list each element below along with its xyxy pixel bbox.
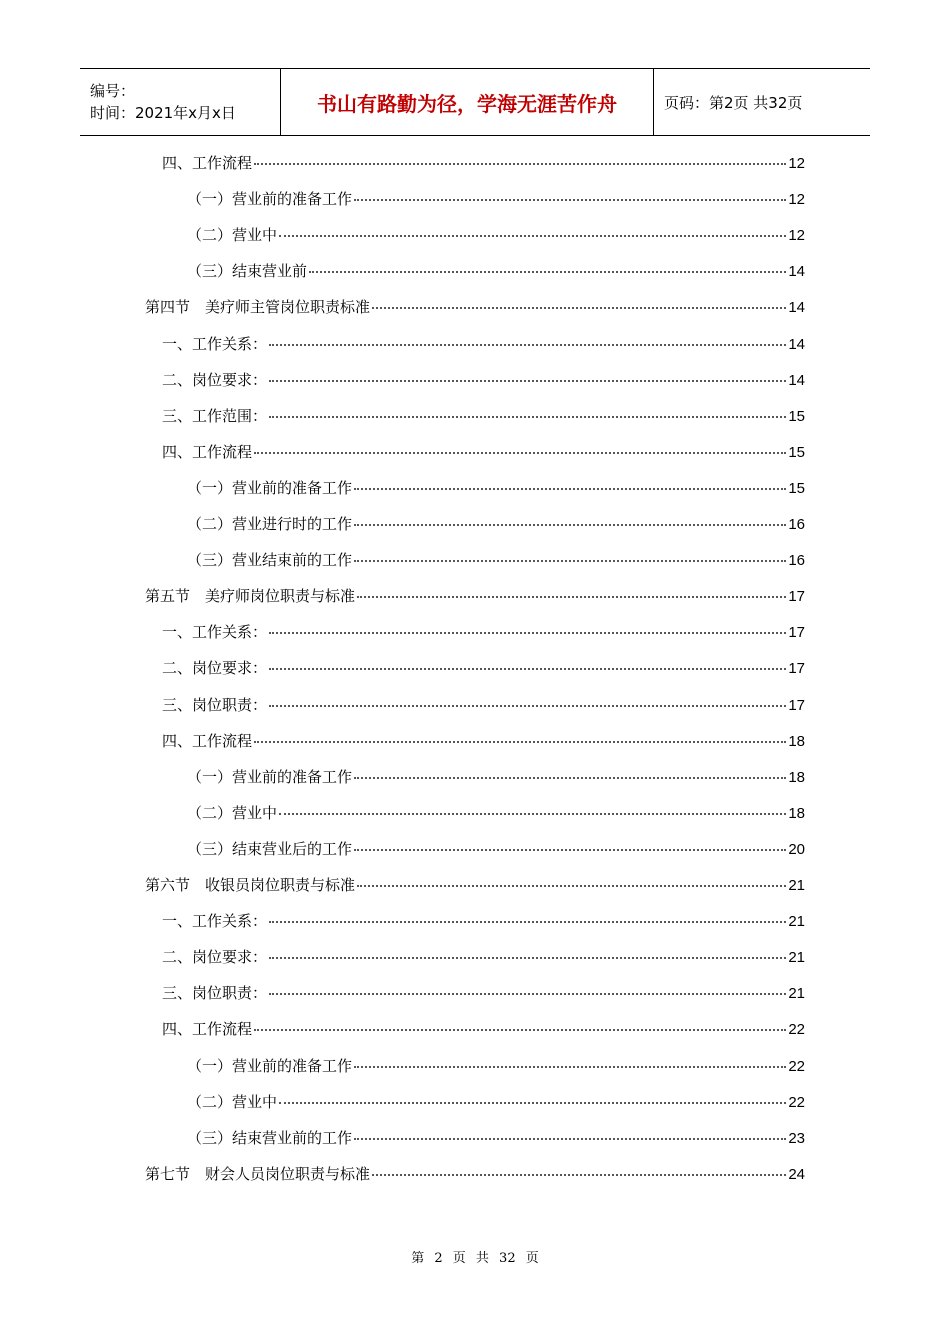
toc-dot-leader xyxy=(269,343,786,346)
toc-entry-page-number: 24 xyxy=(788,1165,805,1183)
toc-dot-leader xyxy=(269,631,786,634)
header-number-label: 编号： xyxy=(90,82,136,100)
toc-entry[interactable] xyxy=(145,585,805,607)
header-page-label: 页码：第2页 共32页 xyxy=(664,93,803,112)
toc-entry-page-number: 12 xyxy=(788,227,805,245)
toc-entry-page-number: 12 xyxy=(788,191,805,209)
toc-entry-title: 二、岗位要求： xyxy=(162,948,268,967)
toc-dot-leader xyxy=(269,667,786,670)
toc-entry-page-number: 14 xyxy=(788,263,805,281)
toc-entry[interactable] xyxy=(187,1127,805,1149)
toc-entry-page-number: 22 xyxy=(788,1021,805,1039)
toc-dot-leader xyxy=(269,379,786,382)
toc-entry-title: 一、工作关系： xyxy=(162,623,268,642)
toc-entry-page-number: 17 xyxy=(788,660,805,678)
toc-entry[interactable] xyxy=(187,1055,805,1077)
toc-entry[interactable] xyxy=(162,694,805,716)
toc-dot-leader xyxy=(254,162,786,165)
toc-entry[interactable] xyxy=(162,405,805,427)
toc-dot-leader xyxy=(269,920,786,923)
toc-dot-leader xyxy=(279,1101,786,1104)
toc-entry[interactable] xyxy=(187,513,805,535)
toc-entry-title: （二）营业中 xyxy=(187,226,278,245)
toc-dot-leader xyxy=(354,776,786,779)
toc-entry-page-number: 21 xyxy=(788,913,805,931)
toc-entry-page-number: 22 xyxy=(788,1057,805,1075)
toc-entry-page-number: 17 xyxy=(788,624,805,642)
toc-dot-leader xyxy=(269,704,786,707)
toc-entry[interactable] xyxy=(162,621,805,643)
toc-entry-page-number: 22 xyxy=(788,1093,805,1111)
toc-entry[interactable] xyxy=(187,477,805,499)
toc-entry-page-number: 16 xyxy=(788,516,805,533)
toc-entry-page-number: 20 xyxy=(788,840,805,858)
toc-entry-page-number: 12 xyxy=(788,155,805,172)
toc-entry[interactable] xyxy=(162,441,805,463)
toc-entry-page-number: 15 xyxy=(788,479,805,497)
toc-entry[interactable] xyxy=(162,369,805,391)
toc-dot-leader xyxy=(309,270,786,273)
toc-dot-leader xyxy=(254,451,786,454)
toc-entry[interactable] xyxy=(145,1163,805,1185)
toc-entry-page-number: 21 xyxy=(788,949,805,967)
toc-entry[interactable] xyxy=(162,946,805,968)
toc-entry-title: （一）营业前的准备工作 xyxy=(187,1056,353,1075)
toc-dot-leader xyxy=(254,740,786,743)
toc-entry[interactable] xyxy=(162,333,805,355)
toc-entry[interactable] xyxy=(145,874,805,896)
toc-entry-title: （二）营业进行时的工作 xyxy=(187,515,353,533)
toc-entry-page-number: 18 xyxy=(788,768,805,786)
toc-entry-page-number: 18 xyxy=(788,732,805,750)
toc-entry-title: 第六节 收银员岗位职责与标准 xyxy=(145,876,356,894)
toc-entry-page-number: 14 xyxy=(788,299,805,317)
toc-entry-page-number: 14 xyxy=(788,335,805,353)
toc-entry-title: （三）结束营业后的工作 xyxy=(187,839,353,858)
toc-entry[interactable] xyxy=(162,152,805,174)
toc-entry[interactable] xyxy=(187,1091,805,1113)
toc-entry-page-number: 21 xyxy=(788,877,805,894)
header-time-label: 时间：2021年x月x日 xyxy=(90,104,236,122)
toc-entry[interactable] xyxy=(187,224,805,246)
toc-dot-leader xyxy=(354,1065,786,1068)
toc-entry[interactable] xyxy=(145,296,805,318)
toc-entry-title: 四、工作流程 xyxy=(162,154,253,172)
toc-entry-page-number: 15 xyxy=(788,407,805,425)
toc-entry-title: 三、工作范围： xyxy=(162,406,268,425)
toc-entry-title: 三、岗位职责： xyxy=(162,695,268,714)
toc-entry-title: 第五节 美疗师岗位职责与标准 xyxy=(145,587,356,606)
toc-dot-leader xyxy=(254,1028,786,1031)
toc-entry-title: 第七节 财会人员岗位职责与标准 xyxy=(145,1164,371,1183)
header-meta xyxy=(80,69,281,135)
toc-entry-title: 四、工作流程 xyxy=(162,442,253,461)
toc-entry[interactable] xyxy=(162,1018,805,1040)
toc-entry-page-number: 16 xyxy=(788,552,805,570)
toc-entry[interactable] xyxy=(162,910,805,932)
toc-dot-leader xyxy=(354,198,786,201)
toc-dot-leader xyxy=(357,595,786,598)
toc-entry-title: （二）营业中 xyxy=(187,1092,278,1111)
page-footer: 第 2 页 共 32 页 xyxy=(411,1251,539,1266)
toc-dot-leader xyxy=(269,992,786,995)
toc-entry[interactable] xyxy=(187,188,805,210)
toc-dot-leader xyxy=(279,234,786,237)
toc-dot-leader xyxy=(354,487,786,490)
toc-dot-leader xyxy=(372,306,786,309)
toc-entry-title: 四、工作流程 xyxy=(162,1020,253,1039)
toc-entry-title: 二、岗位要求： xyxy=(162,659,268,678)
toc-entry-title: 三、岗位职责： xyxy=(162,984,268,1003)
toc-entry[interactable] xyxy=(162,730,805,752)
toc-dot-leader xyxy=(354,1137,786,1140)
toc-dot-leader xyxy=(354,523,786,526)
toc-entry[interactable] xyxy=(187,766,805,788)
toc-entry-title: （三）结束营业前的工作 xyxy=(187,1128,353,1147)
toc-entry-title: 一、工作关系： xyxy=(162,334,268,353)
toc-entry-title: 二、岗位要求： xyxy=(162,370,268,389)
toc-entry[interactable] xyxy=(162,982,805,1004)
toc-dot-leader xyxy=(269,956,786,959)
toc-dot-leader xyxy=(357,884,786,887)
toc-entry[interactable] xyxy=(162,657,805,679)
toc-entry-title: 一、工作关系： xyxy=(162,912,268,931)
toc-entry-title: （二）营业中 xyxy=(187,803,278,822)
toc-entry-page-number: 23 xyxy=(788,1129,805,1147)
toc-entry-page-number: 15 xyxy=(788,443,805,461)
toc-entry-page-number: 21 xyxy=(788,985,805,1003)
toc-entry-page-number: 17 xyxy=(788,696,805,714)
toc-entry-page-number: 17 xyxy=(788,588,805,606)
toc-entry-title: （一）营业前的准备工作 xyxy=(187,767,353,786)
toc-entry[interactable] xyxy=(187,838,805,860)
toc-entry-title: 第四节 美疗师主管岗位职责标准 xyxy=(145,298,371,317)
toc-entry-title: （一）营业前的准备工作 xyxy=(187,478,353,497)
toc-dot-leader xyxy=(279,812,786,815)
header-motto: 书山有路勤为径，学海无涯苦作舟 xyxy=(281,69,654,135)
toc-entry-title: 四、工作流程 xyxy=(162,731,253,750)
toc-entry-title: （三）营业结束前的工作 xyxy=(187,551,353,570)
toc-entry-title: （一）营业前的准备工作 xyxy=(187,190,353,209)
toc-dot-leader xyxy=(269,415,786,418)
toc-entry[interactable] xyxy=(187,802,805,824)
toc-entry[interactable] xyxy=(187,260,805,282)
toc-entry-page-number: 18 xyxy=(788,804,805,822)
toc-dot-leader xyxy=(372,1173,786,1176)
toc-entry-page-number: 14 xyxy=(788,371,805,389)
toc-dot-leader xyxy=(354,848,786,851)
toc-entry-title: （三）结束营业前 xyxy=(187,262,308,281)
toc-dot-leader xyxy=(354,559,786,562)
toc-entry[interactable] xyxy=(187,549,805,571)
page-header xyxy=(80,68,870,136)
